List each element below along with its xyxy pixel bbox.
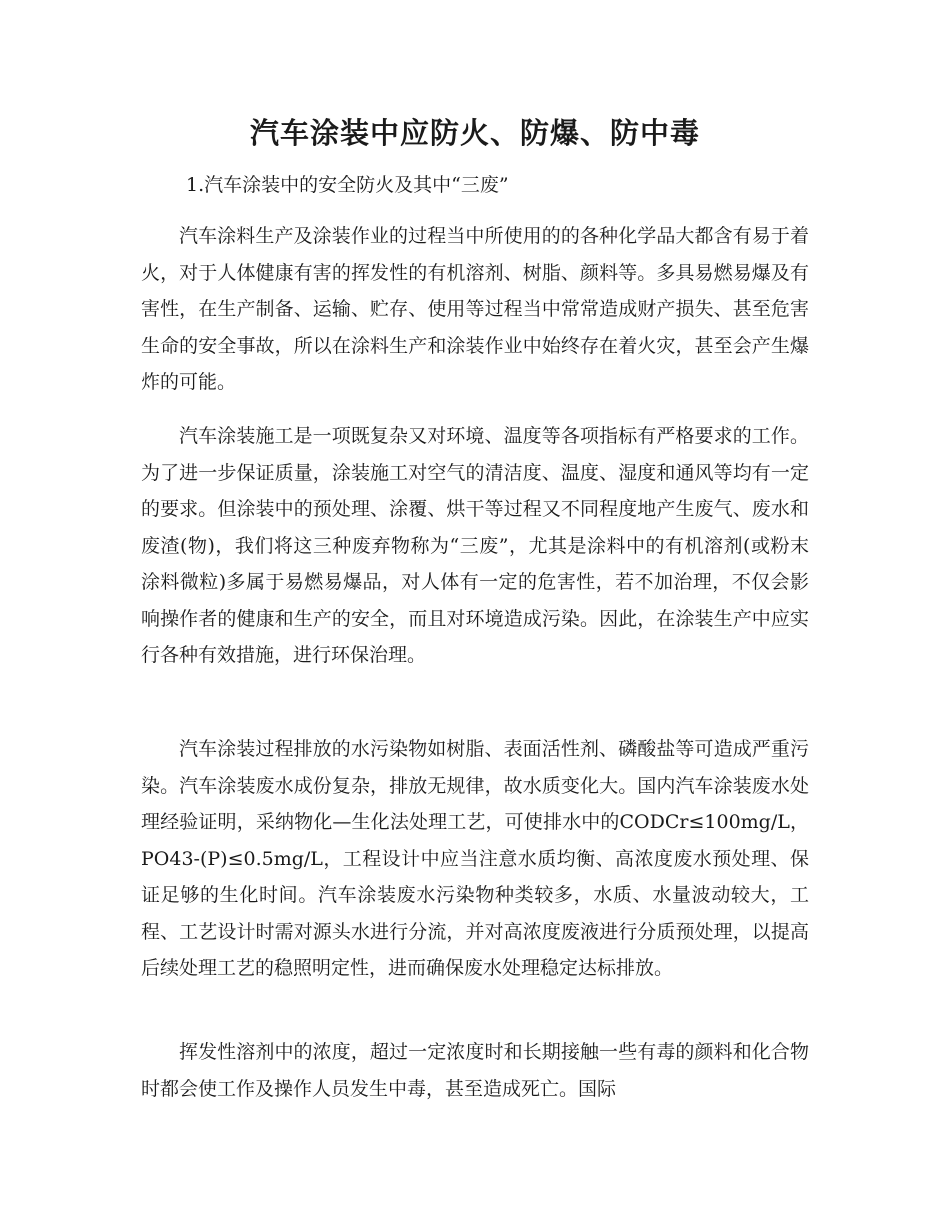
document-title: 汽车涂装中应防火、防爆、防中毒	[249, 116, 700, 150]
paragraph-1: 汽车涂料生产及涂装作业的过程当中所使用的的各种化学品大都含有易于着火，对于人体健康有害的挥发性的有机溶剂、树脂、颜料等。多具易燃易爆及有害性，在生产制备、运输、贮存、使用等过程当中常常造成财产损失、甚至危害生命的安全事故，所以在涂料生产和涂装作业中始终存在着火灾，甚至会产生爆炸的可能。	[141, 225, 809, 393]
paragraph-2: 汽车涂装施工是一项既复杂又对环境、温度等各项指标有严格要求的工作。为了进一步保证质量，涂装施工对空气的清洁度、温度、湿度和通风等均有一定的要求。但涂装中的预处理、涂覆、烘干等过程又不同程度地产生废气、废水和废渣(物)，我们将这三种废弃物称为“三废”，尤其是涂料中的有机溶剂(或粉末涂料微粒)多属于易燃易爆品，对人体有一定的危害性，若不加治理，不仅会影响操作者的健康和生产的安全，而且对环境造成污染。因此，在涂装生产中应实行各种有效措施，进行环保治理。	[141, 425, 809, 666]
paragraph-3: 汽车涂装过程排放的水污染物如树脂、表面活性剂、磷酸盐等可造成严重污染。汽车涂装废水成份复杂，排放无规律，故水质变化大。国内汽车涂装废水处理经验证明，采纳物化—生化法处理工艺，可使排水中的CODCr≤100mg/L，PO43-(P)≤0.5mg/L，工程设计中应当注意水质均衡、高浓度废水预处理、保证足够的生化时间。汽车涂装废水污染物种类较多，水质、水量波动较大，工程、工艺设计时需对源头水进行分流，并对高浓度废液进行分质预处理，以提高后续处理工艺的稳照明定性，进而确保废水处理稳定达标排放。	[141, 738, 809, 979]
section-heading: 1.汽车涂装中的安全防火及其中“三废”	[186, 174, 509, 196]
paragraph-4: 挥发性溶剂中的浓度，超过一定浓度时和长期接触一些有毒的颜料和化合物时都会使工作及操作人员发生中毒，甚至造成死亡。国际	[141, 1041, 809, 1100]
